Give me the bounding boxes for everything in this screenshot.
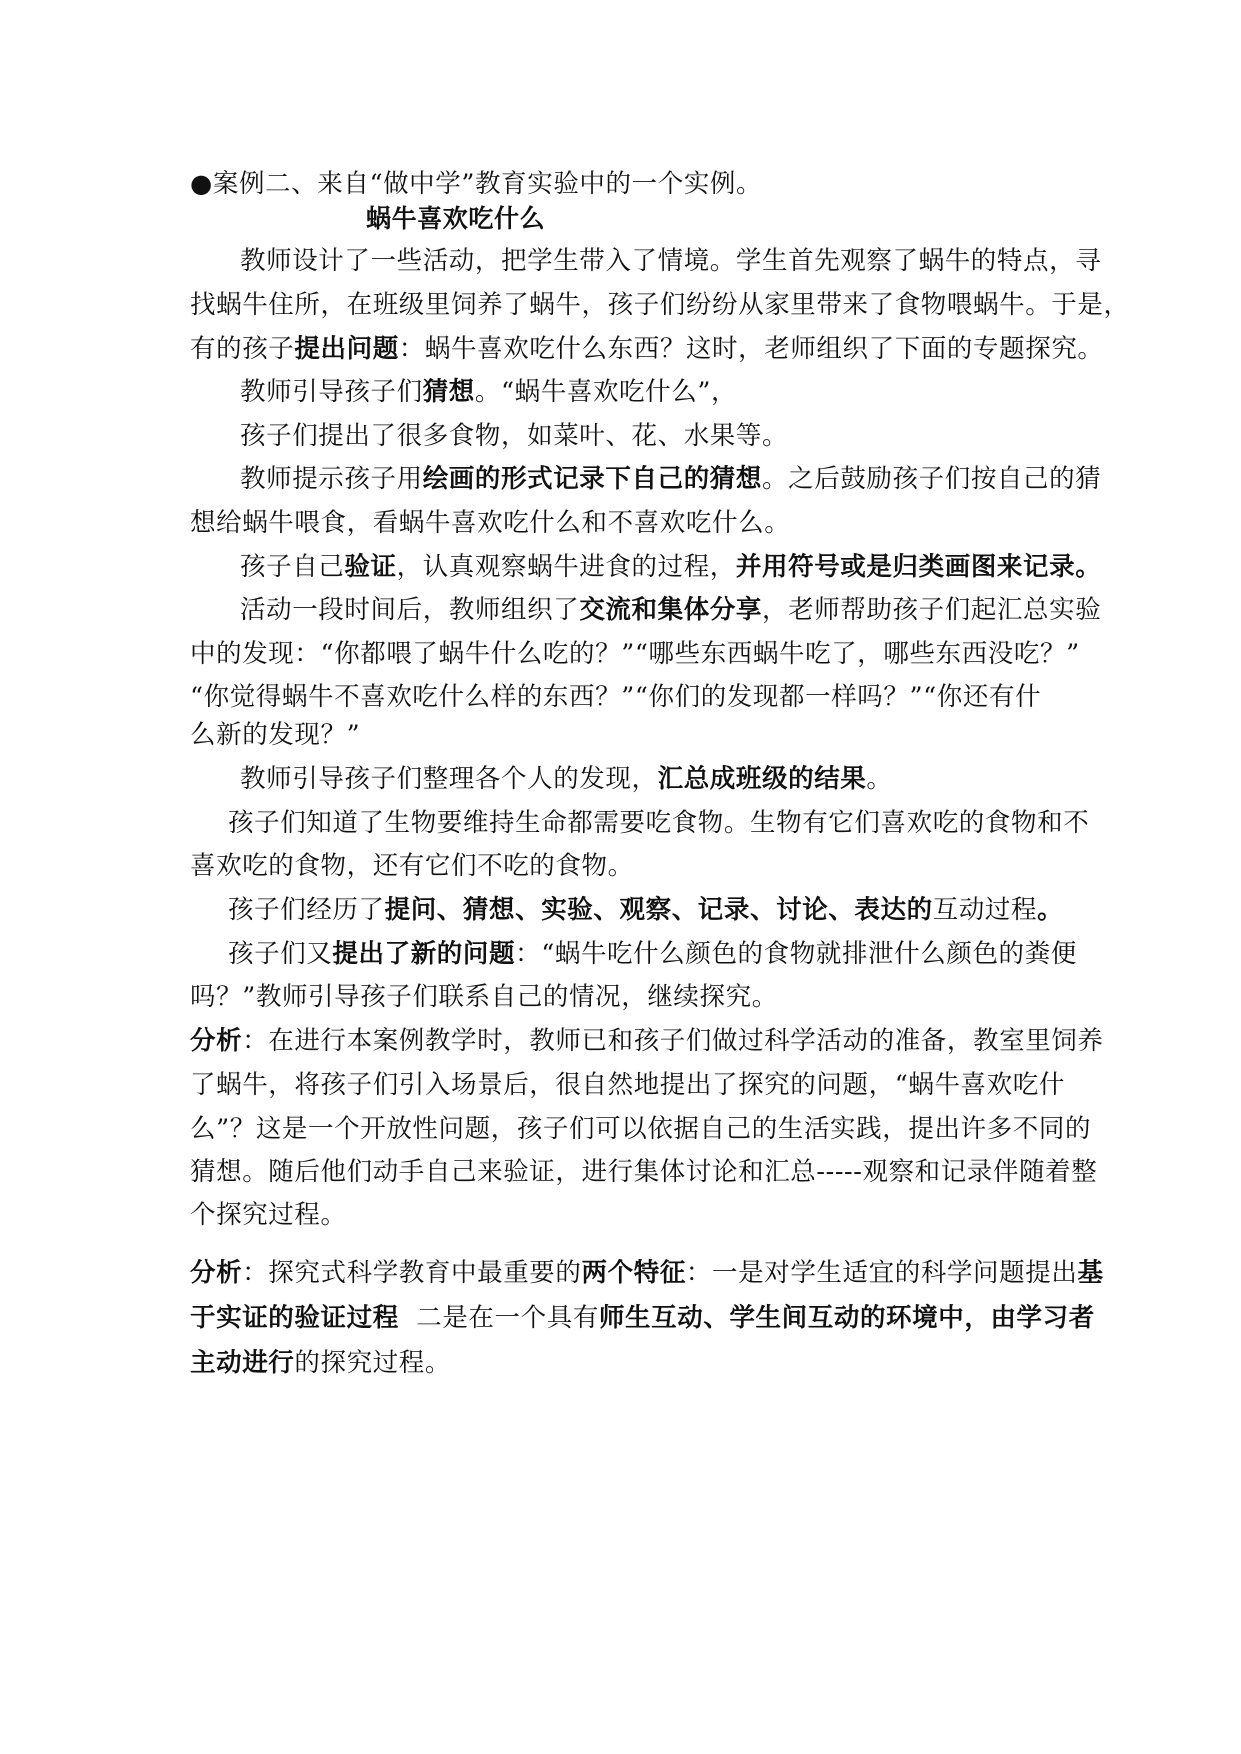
text-run: 教师引导孩子们整理各个人的发现， <box>240 764 658 794</box>
body-line <box>190 1345 451 1381</box>
bold-text: 提问、猜想、实验、观察、记录、讨论、表达的 <box>384 895 933 925</box>
body-line <box>190 717 360 753</box>
body-line <box>240 374 737 410</box>
text-run: 吗？”教师引导孩子们联系自己的情况，继续探究。 <box>190 982 778 1012</box>
bold-text: 并用符号或是归类画图来记录。 <box>735 552 1102 582</box>
text-run: 教师引导孩子们 <box>240 377 423 407</box>
body-line <box>190 1197 347 1233</box>
text-run: 孩子们知道了生物要维持生命都需要吃食物。生物有它们喜欢吃的食物和不 <box>228 808 1090 838</box>
body-line <box>190 287 1130 323</box>
text-run: 喜欢吃的食物，还有它们不吃的食物。 <box>190 851 634 881</box>
text-run: 中的发现：“你都喂了蜗牛什么吃的？”“哪些东西蜗牛吃了，哪些东西没吃？” <box>190 639 1080 669</box>
body-line <box>240 761 893 797</box>
body-line <box>240 418 788 454</box>
bold-text: 。 <box>1037 895 1064 925</box>
body-line <box>240 461 1101 497</box>
body-line <box>240 549 1101 585</box>
text-run: 想给蜗牛喂食，看蜗牛喜欢吃什么和不喜欢吃什么。 <box>190 508 791 538</box>
text-run: 。“蜗牛喜欢吃什么”， <box>474 377 738 407</box>
body-line <box>190 979 778 1015</box>
text-run: 的探究过程。 <box>294 1348 452 1378</box>
text-run: 孩子自己 <box>240 552 345 582</box>
text-run: 猜想。随后他们动手自己来验证，进行集体讨论和汇总-----观察和记录伴随着整 <box>190 1157 1098 1187</box>
bold-text: 基 <box>1077 1258 1104 1288</box>
body-line <box>190 331 1104 367</box>
body-line <box>190 1023 1104 1059</box>
bold-text: 验证 <box>344 552 397 582</box>
body-line <box>190 505 790 541</box>
text-run: ，老师帮助孩子们起汇总实验 <box>762 595 1102 625</box>
case-title: 蜗牛喜欢吃什么 <box>366 204 546 233</box>
bold-text: 提出问题 <box>294 334 399 364</box>
body-line <box>190 679 1041 715</box>
text-run: “你觉得蜗牛不喜欢吃什么样的东西？”“你们的发现都一样吗？”“你还有什 <box>190 682 1042 712</box>
text-run: 找蜗牛住所，在班级里饲养了蜗牛，孩子们纷纷从家里带来了食物喂蜗牛。于是， <box>190 290 1130 320</box>
bold-text: 绘画的形式记录下自己的猜想 <box>422 464 763 494</box>
body-line <box>190 1300 1095 1336</box>
text-run: 。之后鼓励孩子们按自己的猜 <box>762 464 1102 494</box>
text-run: 活动一段时间后，教师组织了 <box>240 595 580 625</box>
bold-text: 两个特征 <box>581 1258 686 1288</box>
text-run: 么新的发现？” <box>190 720 361 750</box>
bold-text: 提出了新的问题 <box>332 939 516 969</box>
body-line <box>240 243 1101 279</box>
bold-text: 交流和集体分享 <box>579 595 763 625</box>
text-run: ：探究式科学教育中最重要的 <box>242 1258 582 1288</box>
body-line <box>228 936 1077 972</box>
text-run: 个探究过程。 <box>190 1200 347 1230</box>
text-run: ：一是对学生适宜的科学问题提出 <box>685 1258 1078 1288</box>
bold-text: 于实证的验证过程 <box>190 1303 399 1333</box>
bold-text: 分析 <box>190 1258 243 1288</box>
text-run: ：“蜗牛吃什么颜色的食物就排泄什么颜色的粪便 <box>515 939 1077 969</box>
text-run: 么”？这是一个开放性问题，孩子们可以依据自己的生活实践，提出许多不同的 <box>190 1114 1092 1144</box>
body-line <box>190 848 634 884</box>
body-line <box>240 592 1101 628</box>
text-run: 孩子们经历了 <box>228 895 385 925</box>
text-run: 了蜗牛，将孩子们引入场景后，很自然地提出了探究的问题，“蜗牛喜欢吃什 <box>190 1070 1065 1100</box>
body-line <box>190 1111 1091 1147</box>
body-line <box>190 1154 1097 1190</box>
bold-text: 汇总成班级的结果 <box>657 764 867 794</box>
body-line <box>228 892 1063 928</box>
text-run: ，认真观察蜗牛进食的过程， <box>396 552 736 582</box>
body-line <box>190 636 1080 672</box>
body-line <box>190 1067 1065 1103</box>
bold-text: 主动进行 <box>190 1348 295 1378</box>
text-run: 有的孩子 <box>190 334 295 364</box>
text-run: ：在进行本案例教学时，教师已和孩子们做过科学活动的准备，教室里饲养 <box>242 1026 1104 1056</box>
text-run: 教师设计了一些活动，把学生带入了情境。学生首先观察了蜗牛的特点，寻 <box>240 246 1102 276</box>
text-run: 教师提示孩子用 <box>240 464 423 494</box>
text-run: 孩子们又 <box>228 939 333 969</box>
text-run: 二是在一个具有 <box>398 1303 599 1333</box>
body-line <box>228 805 1089 841</box>
bold-text: 师生互动、学生间互动的环境中，由学习者 <box>598 1303 1095 1333</box>
case-heading: ●案例二、来自“做中学”教育实验中的一个实例。 <box>190 169 763 199</box>
bold-text: 猜想 <box>422 377 475 407</box>
bold-text: 分析 <box>190 1026 243 1056</box>
text-run: 孩子们提出了很多食物，如菜叶、花、水果等。 <box>240 421 789 451</box>
text-run: 。 <box>866 764 893 794</box>
text-run: 互动过程 <box>932 895 1038 925</box>
body-line <box>190 1255 1104 1291</box>
text-run: ：蜗牛喜欢吃什么东西？这时，老师组织了下面的专题探究。 <box>398 334 1104 364</box>
